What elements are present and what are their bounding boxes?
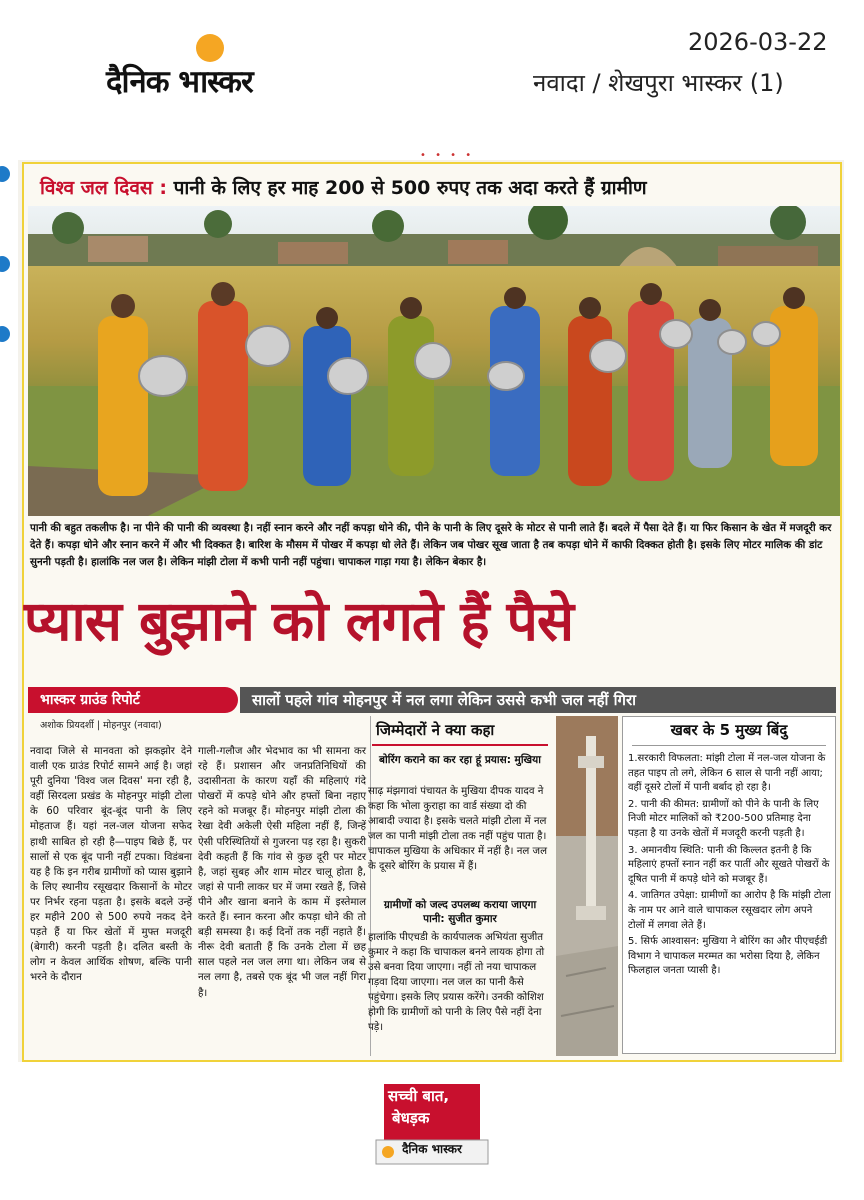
fold-mark: • • • •	[420, 150, 475, 161]
key-points-title: खबर के 5 मुख्य बिंदु	[670, 721, 788, 739]
ground-report-tag: भास्कर ग्राउंड रिपोर्ट	[28, 687, 238, 713]
bullet-dot-icon	[0, 326, 10, 342]
key-point: 3. अमानवीय स्थिति: पानी की किल्लत इतनी है कि महिलाएं हफ्तों स्नान नहीं कर पातीं और सूखते पोखरों के दूषित पानी में कपड़े धोने को मजबूर हैं।	[628, 844, 830, 885]
responsibility-body-1: साढ़ मंझगावां पंचायत के मुखिया दीपक यादव ने कहा कि भोला कुराहा का वार्ड संख्या दो की आबादी ज्यादा है। इसके चलते मांझी टोला में नल जल का पानी मांझी टोला तक नहीं पहुंच पाता है। चापाकल मुखिया के अधिकार में नहीं है। नल जल के दूसरे बोरिंग के प्रयास में हैं।	[368, 786, 548, 872]
key-point: 5. सिर्फ आश्वासन: मुखिया ने बोरिंग का और पीएचईडी विभाग ने चापाकल मरम्मत का भरोसा दिया है, लेकिन फिलहाल जनता प्यासी है।	[628, 936, 828, 977]
footer-brand-name: दैनिक भास्कर	[402, 1142, 462, 1156]
key-point: 2. पानी की कीमत: ग्रामीणों को पीने के पानी के लिए निजी मोटर मालिकों को ₹200-500 प्रतिमाह देना पड़ता है या उनके खेतों में मजदूरी करनी पड़ती है।	[628, 798, 819, 839]
key-points-list	[628, 752, 832, 981]
adjacent-column-right	[844, 160, 864, 1062]
footer-tagline-1: सच्ची बात,	[388, 1087, 450, 1105]
responsibility-subhead-2: ग्रामीणों को जल्द उपलब्ध कराया जाएगा पानी: सुजीत कुमार	[383, 899, 537, 925]
photo-caption: पानी की बहुत तकलीफ है। ना पीने की पानी की व्यवस्था है। नहीं स्नान करने और नहीं कपड़ा धोने की, पीने के पानी के लिए दूसरे के मोटर से पानी लाते हैं। बदले में पैसा देते हैं। या फिर किसान के खेत में मजदूरी कर देते हैं। कपड़ा धोने और स्नान करने में और भी दिक्कत है। बारिश के मौसम में पोखर में कपड़ा धो लेते हैं। लेकिन जब पोखर सूख जाता है तब कपड़ा धोने में काफी दिक्कत होती है। इसके लिए मोटर मालिक की डांट सुननी पड़ती है। हालांकि नल जल है। लेकिन मांझी टोला में कभी पानी नहीं पहुंचा। चापाकल गाड़ा गया है। लेकिन बेकार है।	[30, 522, 832, 568]
body-column-1: नवादा जिले से मानवता को झकझोर देने वाली एक ग्राउंड रिपोर्ट सामने आई है। जहां पूरी दुनिया 'विश्व जल दिवस' मना रही है, वहीं सिरदला प्रखंड के मोहनपुर मांझी टोला के 60 परिवार बूंद-बूंद पानी के लिए मोहताज हैं। यहां नल-जल योजना सफेद हाथी साबित हो रही है—पाइप बिछे हैं, पर सालों से एक बूंद पानी नहीं टपका। विडंबना यह है कि इन गरीब ग्रामीणों को प्यास बुझाने के लिए स्थानीय रसूखदार किसानों के मोटर पर निर्भर रहना पड़ता है। इसके बदले उन्हें हर महीने 200 से 500 रुपये नकद देने पड़ते हैं या फिर खेतों में मुफ्त मजदूरी (बेगारी) करनी पड़ती है। दलित बस्ती के लोग न केवल आर्थिक शोषण, बल्कि पानी भरने के दौरान	[30, 746, 192, 984]
key-point: 4. जातिगत उपेक्षा: ग्रामीणों का आरोप है कि मांझी टोला के नाम पर आने वाले चापाकल रसूखदार लोग अपने टोलों में लगवा लेते हैं।	[628, 890, 831, 931]
responsibility-subhead-1: बोरिंग कराने का कर रहा हूं प्रयास: मुखिया	[379, 754, 541, 766]
divider	[372, 744, 548, 746]
body-column-2: गाली-गलौज और भेदभाव का भी सामना कर रहे हैं। प्रशासन और जनप्रतिनिधियों की उदासीनता के कारण यहाँ की महिलाएं गंदे पोखरों में कपड़े धोने और हफ्तों बिना नहाए रहने को मजबूर हैं। मोहनपुर मांझी टोला की रेखा देवी अकेली ऐसी महिला नहीं हैं, जिन्हें ऐसी परिस्थितियों से गुजरना पड़ रहा है। सुकरी देवी कहती हैं कि गांव से कुछ दूरी पर मोटर है, जहां सुबह और शाम मोटर चालू होता है, जहां से पानी लाकर घर में जमा रखते हैं, जिसे पीने और खाना बनाने के काम में इस्तेमाल करते हैं। स्नान करना और कपड़ा धोने की तो बड़ी समस्या है। कई दिनों तक नहीं नहाते हैं। नीरू देवी बताती हैं कि उनके टोला में छह साल पहले नल जल लगा था। लेकिन जब से नल लगा है, तबसे एक बूंद भी जल नहीं गिरा है।	[198, 746, 366, 999]
publication-date: 2026-03-22	[688, 28, 828, 56]
bullet-dot-icon	[0, 166, 10, 182]
responsibility-body-2: हालांकि पीएचडी के कार्यपालक अभियंता सुजीत कुमार ने कहा कि चापाकल बनने लायक होगा तो उसे बनवा दिया जाएगा। नहीं तो नया चापाकल गड़वा दिया जाएगा। नल जल का पानी कैसे पहुंचेगा। इसके लिए प्रयास करेंगे। उनकी कोशिश होगी कि ग्रामीणों को पानी के लिए पैसे नहीं देना पड़े।	[368, 932, 545, 1033]
headline-text: पानी के लिए हर माह 200 से 500 रुपए तक अदा करते हैं ग्रामीण	[166, 177, 647, 199]
strap-line: सालों पहले गांव मोहनपुर में नल लगा लेकिन उससे कभी जल नहीं गिरा	[240, 687, 836, 713]
top-headline	[40, 174, 647, 200]
divider	[632, 745, 826, 746]
footer-tagline-2: बेधड़क	[392, 1109, 430, 1127]
headline-kicker: विश्व जल दिवस :	[40, 177, 167, 199]
brand-logo: दैनिक भास्कर	[106, 64, 253, 100]
responsibility-heading: जिम्मेदारों ने क्या कहा	[376, 721, 495, 739]
women-with-pots-photo	[28, 206, 840, 516]
edition-name: नवादा / शेखपुरा भास्कर (1)	[533, 69, 784, 97]
byline: अशोक प्रियदर्शी | मोहनपुर (नवादा)	[40, 720, 162, 731]
adjacent-column-left	[0, 160, 18, 1062]
main-headline: प्यास बुझाने को लगते हैं पैसे	[24, 589, 574, 653]
key-point: 1.सरकारी विफलता: मांझी टोला में नल-जल योजना के तहत पाइप तो लगे, लेकिन 6 साल से पानी नहीं आया; वहीं दूसरे टोलों में पानी बर्बाद हो रहा है।	[628, 753, 826, 794]
broken-tap-photo	[556, 716, 618, 1056]
bullet-dot-icon	[0, 256, 10, 272]
